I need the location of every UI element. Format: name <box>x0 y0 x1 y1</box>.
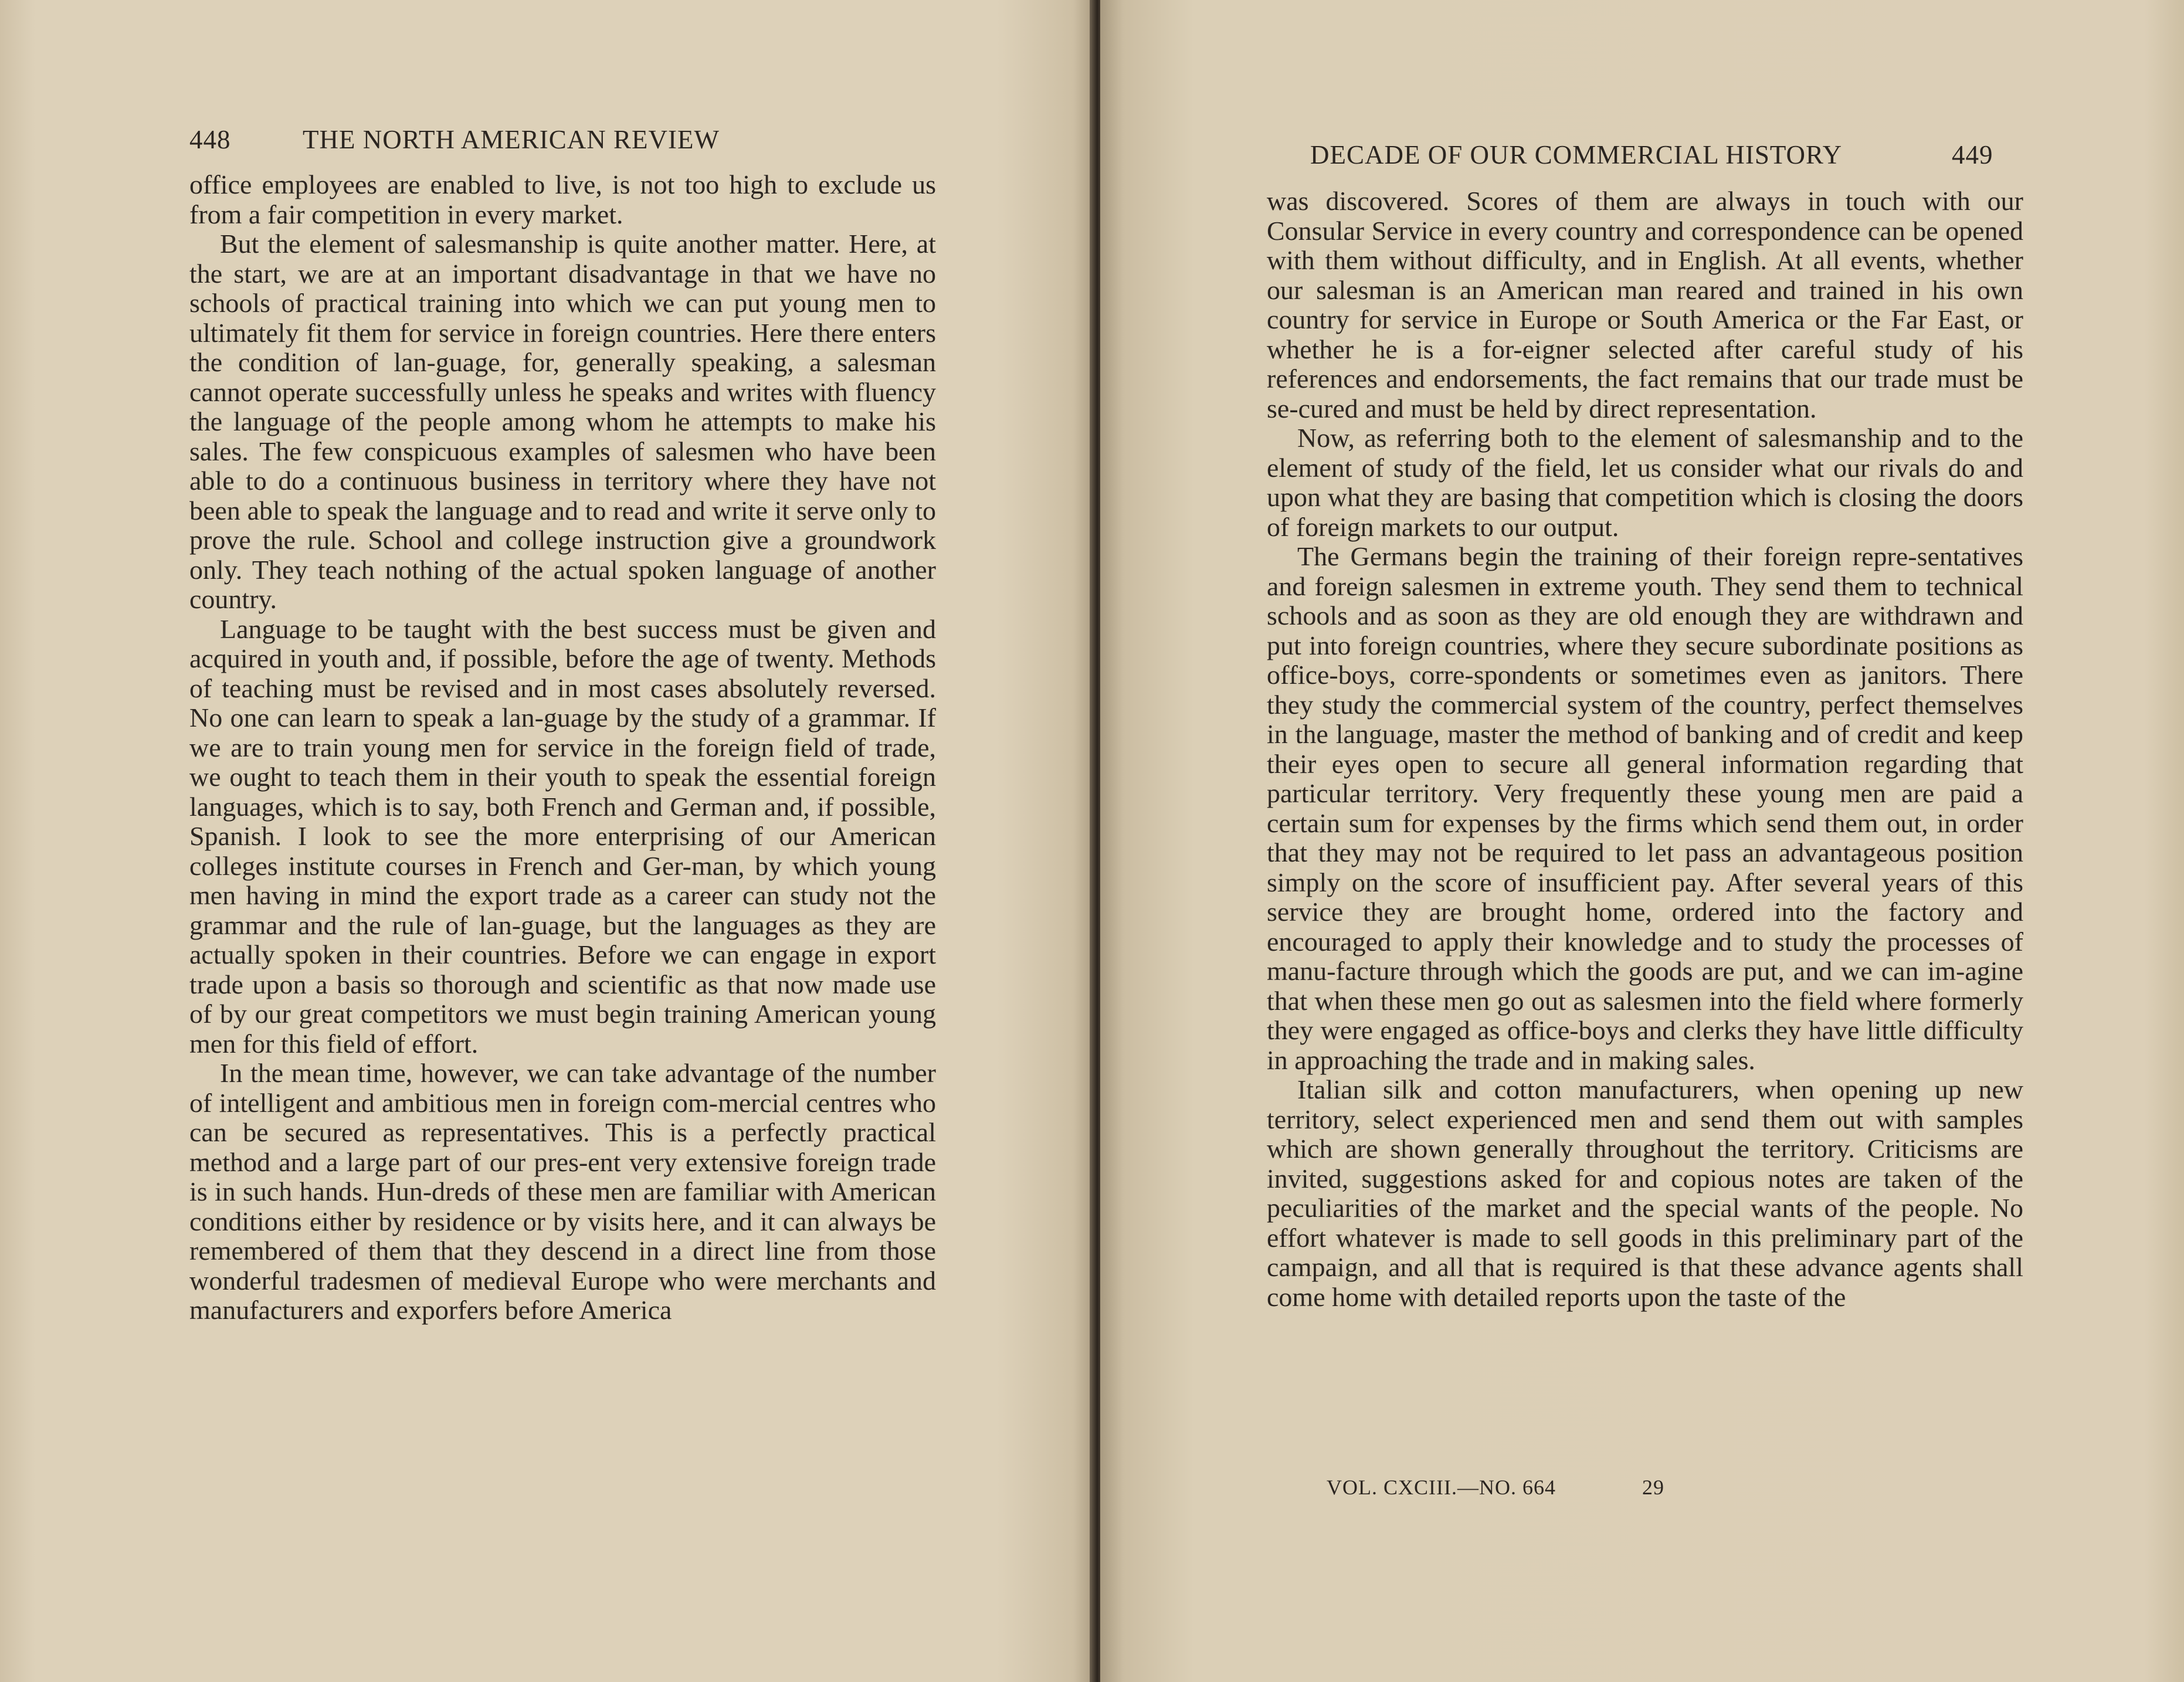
paragraph: Italian silk and cotton manufacturers, when opening up new territory, select experienced men and send them out with samples which are shown generally throughout the territory. Criticisms are invited, suggestions asked for and copious notes are taken of the peculiarities of the market and the special wants of the people. No effort whatever is made to sell goods in this preliminary part of the campaign, and all that is required is that these advance agents shall come home with detailed reports upon the taste of the <box>1267 1074 2023 1312</box>
right-page-number: 449 <box>1952 140 1993 169</box>
paragraph: office employees are enabled to live, is not too high to exclude us from a fair competition in every market. <box>189 170 936 229</box>
paragraph: The Germans begin the training of their foreign repre-sentatives and foreign salesmen in extreme youth. They send them to technical schools and as soon as they are old enough they are withdrawn and put into foreign countries, where they secure subordinate positions as office-boys, corre-spondents or sometimes even as janitors. There they study the commercial system of the country, perfect themselves in the language, master the method of banking and of credit and keep their eyes open to secure all general information regarding that particular territory. Very frequently these young men are paid a certain sum for expenses by the firms which send them out, in order that they may not be required to let pass an advantageous position simply on the score of insufficient pay. After several years of this service they are brought home, ordered into the factory and encouraged to apply their knowledge and to study the processes of manu-facture through which the goods are put, and we can im-agine that when these men go out as salesmen into the field where formerly they were engaged as office-boys and clerks they have little difficulty in approaching the trade and in making sales. <box>1267 541 2023 1075</box>
left-running-head: THE NORTH AMERICAN REVIEW <box>303 125 720 154</box>
left-page-number: 448 <box>189 125 231 154</box>
paragraph: But the element of salesmanship is quite another matter. Here, at the start, we are at an important disadvantage in that we have no schools of practical training into which we can put young men to ultimately fit them for service in foreign countries. Here there enters the condition of lan-guage, for, generally speaking, a salesman cannot operate successfully unless he speaks and writes with fluency the language of the people among whom he attempts to make his sales. The few conspicuous examples of salesmen who have been able to do a continuous business in territory where they have not been able to speak the language and to read and write it serve only to prove the rule. School and college instruction give a groundwork only. They teach nothing of the actual spoken language of another country. <box>189 229 936 614</box>
left-text-column <box>189 170 936 1460</box>
paragraph: was discovered. Scores of them are always in touch with our Consular Service in every country and correspondence can be opened with them without difficulty, and in English. At all events, whether our salesman is an American man reared and trained in his own country for service in Europe or South America or the Far East, or whether he is a for-eigner selected after careful study of his references and endorsements, the fact remains that our trade must be se-cured and must be held by direct representation. <box>1267 186 2023 423</box>
right-running-head: DECADE OF OUR COMMERCIAL HISTORY <box>1310 140 1843 169</box>
paragraph: Language to be taught with the best success must be given and acquired in youth and, if possible, before the age of twenty. Methods of teaching must be revised and in most cases absolutely reversed. No one can learn to speak a lan-guage by the study of a grammar. If we are to train young men for service in the foreign field of trade, we ought to teach them in their youth to speak the essential foreign languages, which is to say, both French and German and, if possible, Spanish. I look to see the more enterprising of our American colleges institute courses in French and Ger-man, by which young men having in mind the export trade as a career can study not the grammar and the rule of lan-guage, but the languages as they are actually spoken in their countries. Before we can engage in export trade upon a basis so thorough and scientific as that now made use of by our great competitors we must begin training American young men for this field of effort. <box>189 613 936 1059</box>
right-page <box>1100 0 2184 1682</box>
paragraph: Now, as referring both to the element of salesmanship and to the element of study of the field, let us consider what our rivals do and upon what they are basing that competition which is closing the doors of foreign markets to our output. <box>1267 423 2023 542</box>
signature-number: 29 <box>1642 1476 1664 1499</box>
right-text-column <box>1267 186 2023 1477</box>
signature-mark: VOL. CXCIII.—NO. 664 <box>1327 1476 1556 1499</box>
paragraph: In the mean time, however, we can take advantage of the number of intelligent and ambitious men in foreign com-mercial centres who can be secured as representatives. This is a perfectly practical method and a large part of our pres-ent very extensive foreign trade is in such hands. Hun-dreds of these men are familiar with American conditions either by residence or by visits here, and it can always be remembered of them that they descend in a direct line from those wonderful tradesmen of medieval Europe who were merchants and manufacturers and exporfers before America <box>189 1058 936 1325</box>
